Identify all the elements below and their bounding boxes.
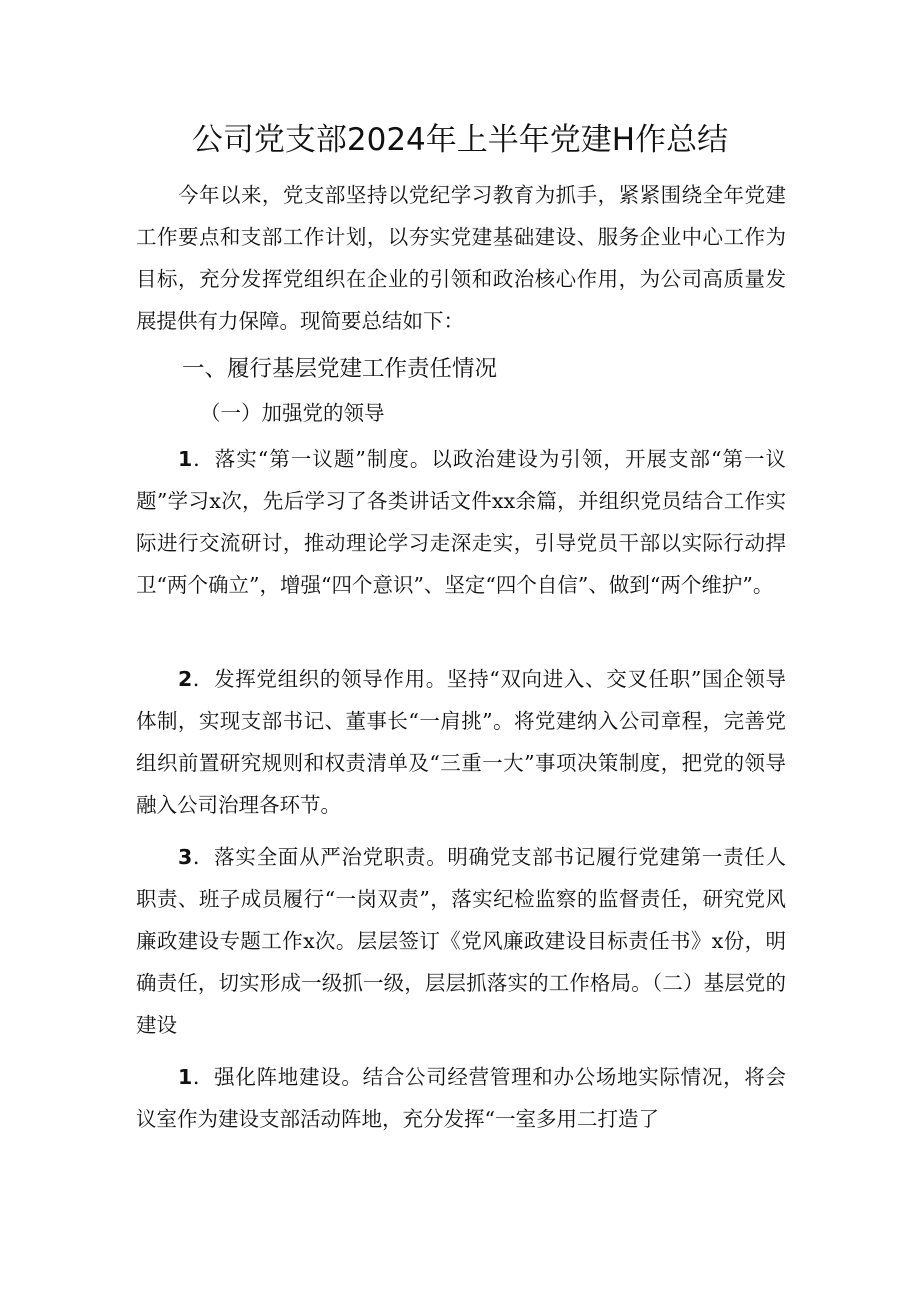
item-number: 3	[178, 845, 193, 869]
item-number: 2	[178, 667, 193, 691]
item-number: 1	[178, 1065, 193, 1089]
item-text: ．强化阵地建设。结合公司经营管理和办公场地实际情况，将会议室作为建设支部活动阵地，充分发挥“一室多用二打造了	[136, 1065, 786, 1131]
paragraph-item-2	[136, 658, 786, 826]
subsection-heading-1: （一）加强党的领导	[200, 401, 385, 425]
intro-paragraph: 今年以来，党支部坚持以党纪学习教育为抓手，紧紧围绕全年党建工作要点和支部工作计划，以夯实党建基础建设、服务企业中心工作为目标，充分发挥党组织在企业的引领和政治核心作用，为公司高质量发展提供有力保障。现简要总结如下：	[136, 183, 786, 333]
paragraph-item-3	[136, 836, 786, 1046]
item-number: 1	[178, 447, 193, 471]
item-text: ．落实全面从严治党职责。明确党支部书记履行党建第一责任人职责、班子成员履行“一岗双责”，落实纪检监察的监督责任，研究党风廉政建设专题工作x次。层层签订《党风廉政建设目标责任书》x份，明确责任，切实形成一级抓一级，层层抓落实的工作格局。（二）基层党的建设	[136, 845, 786, 1037]
section-heading-1: 一、履行基层党建工作责任情况	[182, 356, 498, 382]
item-text: ．落实“第一议题”制度。以政治建设为引领，开展支部“第一议题”学习x次，先后学习了各类讲话文件xx余篇，并组织党员结合工作实际进行交流研讨，推动理论学习走深走实，引导党员干部以实际行动捍卫“两个确立”，增强“四个意识”、坚定“四个自信”、做到“两个维护”。	[136, 447, 786, 597]
document-title: 公司党支部2024年上半年党建H作总结	[191, 122, 729, 158]
item-text: ．发挥党组织的领导作用。坚持“双向进入、交叉任职”国企领导体制，实现支部书记、董事长“一肩挑”。将党建纳入公司章程，完善党组织前置研究规则和权责清单及“三重一大”事项决策制度，把党的领导融入公司治理各环节。	[136, 667, 786, 817]
paragraph-item-4	[136, 1056, 786, 1140]
paragraph-item-1	[136, 438, 786, 606]
